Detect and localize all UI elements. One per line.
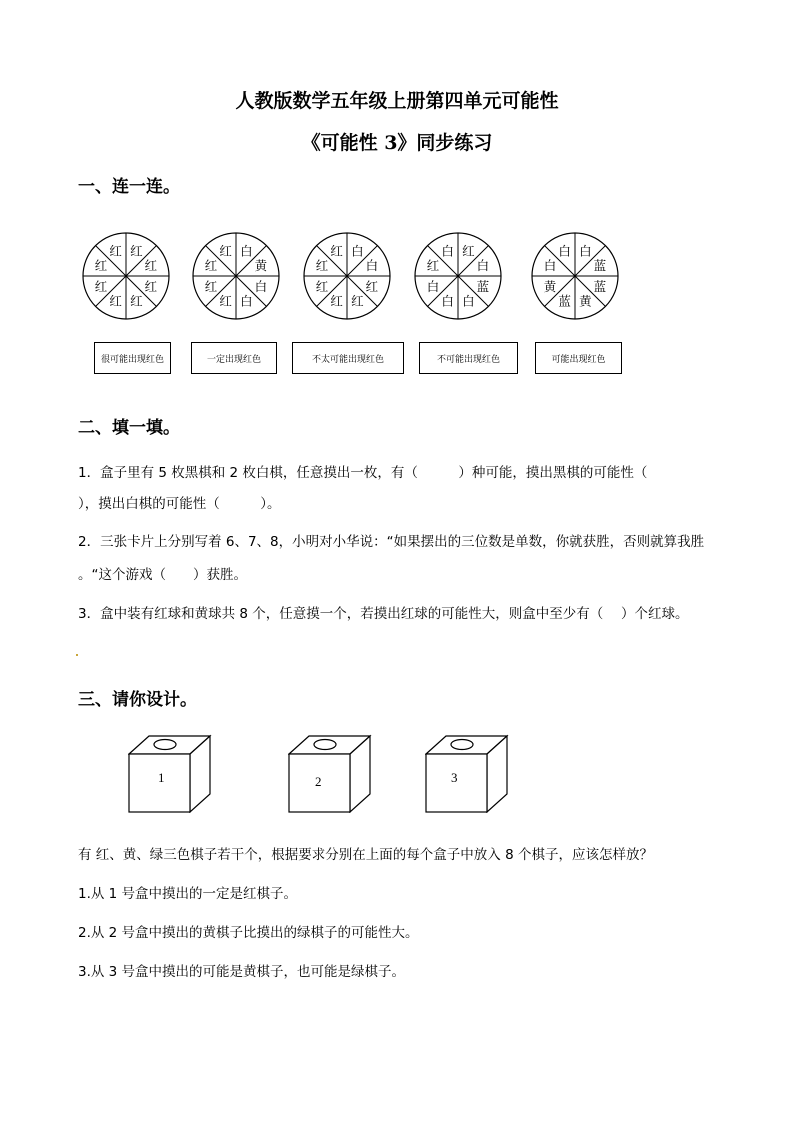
wheel-sector-label: 红 [130, 243, 143, 259]
wheel-sector-label: 白 [365, 258, 379, 274]
wheel-sector-label: 黄 [579, 293, 592, 309]
wheel-sector-label: 白 [558, 243, 571, 259]
wheel-sector-label: 蓝 [593, 258, 607, 274]
design-intro: 有 红、黄、绿三色棋子若干个，根据要求分别在上面的每个盒子中放入 8 个棋子，应该怎样放？ [78, 847, 653, 863]
wheel-sector-label: 红 [94, 258, 108, 274]
question-1-line-2: ），摸出白棋的可能性（ ）。 [78, 496, 281, 512]
match-label-5: 可能出现红色 [535, 342, 622, 374]
box-number-1: 1 [158, 770, 165, 785]
wheel-sector-label: 红 [426, 258, 440, 274]
design-item-3: 3.从 3 号盒中摸出的可能是黄棋子，也可能是绿棋子。 [78, 964, 406, 980]
box-3 [425, 733, 509, 813]
wheel-sector-label: 蓝 [476, 278, 490, 294]
wheel-sector-label: 红 [330, 243, 343, 259]
wheel-sector-label: 黄 [254, 258, 268, 274]
wheel-sector-label: 红 [219, 293, 232, 309]
wheel-sector-label: 红 [130, 293, 143, 309]
wheel-sector-label: 红 [94, 278, 108, 294]
wheel-sector-label: 白 [543, 258, 557, 274]
box-1 [128, 733, 212, 813]
match-label-2: 一定出现红色 [191, 342, 277, 374]
wheel-sector-label: 白 [254, 278, 268, 294]
wheel-sector-label: 白 [351, 243, 364, 259]
spinner-wheel-5 [530, 231, 620, 321]
box-2 [288, 733, 372, 813]
wheel-sector-label: 红 [144, 278, 158, 294]
wheel-sector-label: 红 [204, 278, 218, 294]
page-title: 人教版数学五年级上册第四单元可能性 [235, 90, 559, 112]
box-number-2: 2 [315, 774, 322, 789]
wheel-sector-label: 红 [365, 278, 379, 294]
wheel-sector-label: 红 [109, 293, 122, 309]
wheel-sector-label: 白 [579, 243, 592, 259]
wheel-sector-label: 红 [462, 243, 475, 259]
box-number-3: 3 [451, 770, 458, 785]
question-2-line-2: 。“这个游戏（ ）获胜。 [78, 567, 247, 583]
wheel-sector-label: 白 [240, 293, 253, 309]
design-item-2: 2.从 2 号盒中摸出的黄棋子比摸出的绿棋子的可能性大。 [78, 925, 419, 941]
wheel-sector-label: 白 [441, 243, 454, 259]
wheel-sector-label: 白 [476, 258, 490, 274]
match-label-4: 不可能出现红色 [419, 342, 518, 374]
wheel-sector-label: 红 [204, 258, 218, 274]
match-label-1: 很可能出现红色 [94, 342, 171, 374]
wheel-sector-label: 红 [144, 258, 158, 274]
wheel-sector-label: 红 [109, 243, 122, 259]
section-1-heading: 一、连一连。 [78, 177, 180, 197]
wheel-sector-label: 蓝 [593, 278, 607, 294]
question-1-line-1: 1．盒子里有 5 枚黑棋和 2 枚白棋，任意摸出一枚，有（ ）种可能，摸出黑棋的可能性（ [78, 465, 648, 481]
wheel-sector-label: 红 [315, 278, 329, 294]
wheel-sector-label: 白 [240, 243, 253, 259]
wheel-sector-label: 白 [441, 293, 454, 309]
wheel-sector-label: 红 [219, 243, 232, 259]
wheel-sector-label: 红 [351, 293, 364, 309]
spinner-wheel-2 [191, 231, 281, 321]
wheel-sector-label: 红 [330, 293, 343, 309]
wheel-sector-label: 白 [426, 278, 440, 294]
match-label-3: 不太可能出现红色 [292, 342, 404, 374]
spinner-wheel-4 [413, 231, 503, 321]
section-3-heading: 三、请你设计。 [78, 690, 197, 710]
wheel-sector-label: 蓝 [558, 293, 571, 309]
spinner-wheel-3 [302, 231, 392, 321]
wheel-sector-label: 红 [315, 258, 329, 274]
question-2-line-1: 2．三张卡片上分别写着 6、7、8，小明对小华说：“如果摆出的三位数是单数，你就获胜，否则就算我胜 [78, 534, 705, 550]
stray-dot [76, 654, 78, 656]
section-2-heading: 二、填一填。 [78, 418, 180, 438]
design-item-1: 1.从 1 号盒中摸出的一定是红棋子。 [78, 886, 298, 902]
wheel-sector-label: 黄 [543, 278, 557, 294]
question-3: 3．盒中装有红球和黄球共 8 个，任意摸一个，若摸出红球的可能性大，则盒中至少有（ ）个红球。 [78, 606, 689, 622]
page-subtitle: 《可能性 3》同步练习 [301, 132, 493, 154]
wheel-sector-label: 白 [462, 293, 475, 309]
spinner-wheel-1 [81, 231, 171, 321]
